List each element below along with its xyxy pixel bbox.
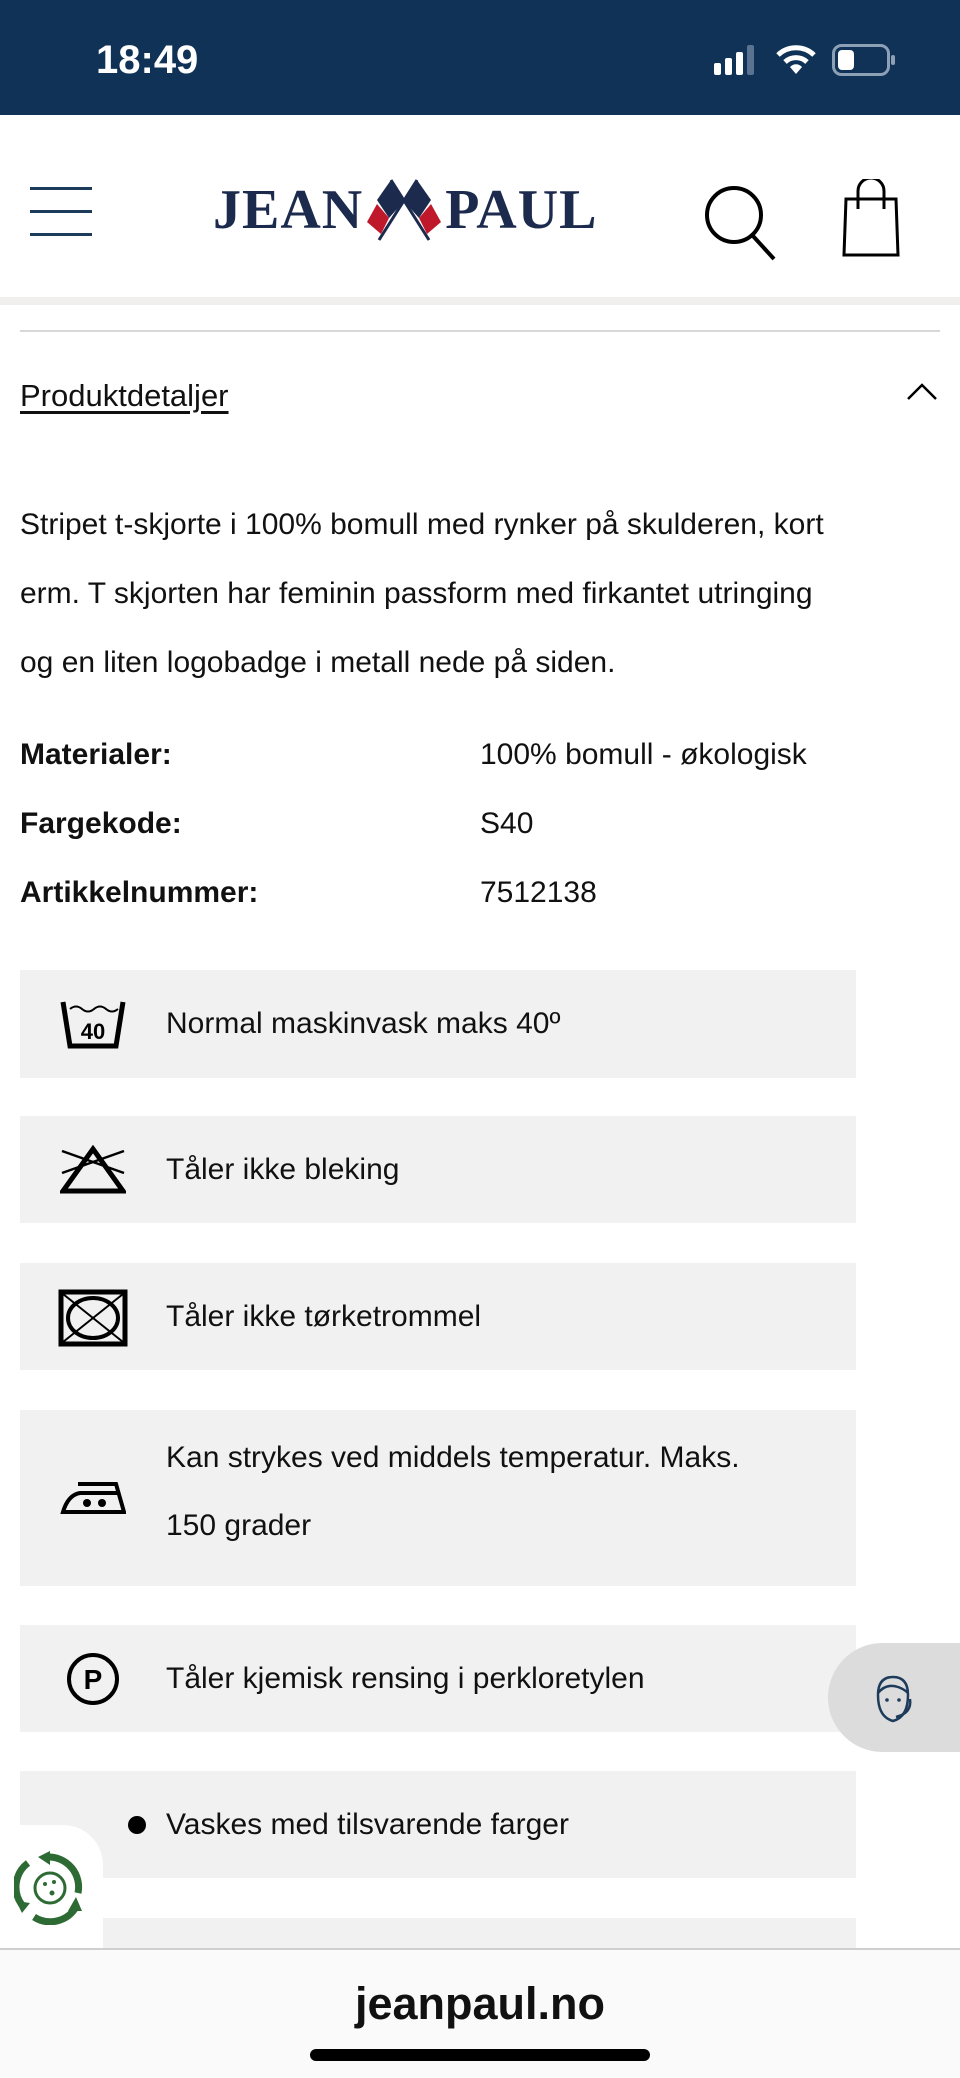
- spec-value: 7512138: [480, 876, 597, 909]
- care-item: [20, 1771, 856, 1878]
- care-text: Tåler ikke tørketrommel: [166, 1300, 482, 1333]
- customer-service-button[interactable]: [828, 1643, 960, 1752]
- spec-row-materials: [20, 738, 920, 807]
- crossed-flags-icon: [365, 178, 443, 242]
- spec-row-article-number: [20, 876, 920, 945]
- spec-label: Fargekode:: [20, 807, 182, 840]
- wifi-icon: [776, 45, 816, 75]
- chevron-up-icon[interactable]: [906, 382, 938, 402]
- wash-40-icon: [58, 994, 128, 1054]
- care-item: [20, 1263, 856, 1370]
- care-item: [20, 1918, 856, 1948]
- description-line: erm. T skjorten har feminin passform med firkantet utringing: [20, 577, 813, 610]
- spec-row-color-code: [20, 807, 920, 876]
- spec-value: 100% bomull - økologisk: [480, 738, 807, 771]
- no-bleach-icon: [58, 1140, 128, 1200]
- shopping-bag-icon[interactable]: [842, 179, 900, 259]
- logo-text-left: JEAN: [213, 179, 364, 241]
- recycle-icon: [14, 1851, 86, 1925]
- product-description: [20, 490, 940, 697]
- battery-icon: [832, 44, 896, 76]
- care-text: Vaskes med tilsvarende farger: [166, 1808, 569, 1841]
- accordion-title-produktdetaljer[interactable]: Produktdetaljer: [20, 378, 229, 413]
- search-icon[interactable]: [700, 183, 780, 263]
- care-item: [20, 1625, 856, 1732]
- logo-text-right: PAUL: [445, 179, 598, 241]
- care-text-line: Kan strykes ved middels temperatur. Maks.: [166, 1441, 740, 1474]
- spec-list: [20, 738, 920, 945]
- care-text: Tåler ikke bleking: [166, 1153, 400, 1186]
- url-label[interactable]: jeanpaul.no: [354, 1978, 606, 2029]
- care-text-line: 150 grader: [166, 1509, 312, 1542]
- home-indicator[interactable]: [310, 2049, 650, 2061]
- support-agent-icon: [868, 1673, 918, 1727]
- spec-label: Artikkelnummer:: [20, 876, 259, 909]
- care-item: [20, 1116, 856, 1223]
- status-time: 18:49: [96, 38, 199, 82]
- iron-medium-icon: [58, 1468, 128, 1528]
- signal-icon: [714, 45, 760, 75]
- eco-badge-button[interactable]: [0, 1825, 103, 1948]
- wash-temp-label: 40: [80, 1019, 106, 1044]
- menu-button[interactable]: [30, 187, 92, 239]
- no-tumble-dry-icon: [58, 1283, 128, 1353]
- care-text: [166, 1424, 740, 1560]
- status-bar: [0, 0, 960, 115]
- spec-value: S40: [480, 807, 534, 840]
- logo[interactable]: [213, 175, 598, 245]
- spec-label: Materialer:: [20, 738, 172, 771]
- divider: [20, 330, 940, 332]
- browser-address-bar[interactable]: [0, 1948, 960, 2078]
- site-header: [0, 115, 960, 305]
- dry-clean-letter: P: [83, 1664, 103, 1695]
- description-line: Stripet t-skjorte i 100% bomull med rynker på skulderen, kort: [20, 508, 824, 541]
- care-item: [20, 970, 856, 1078]
- care-item: [20, 1410, 856, 1586]
- description-line: og en liten logobadge i metall nede på siden.: [20, 646, 616, 679]
- care-text: Normal maskinvask maks 40º: [166, 1007, 561, 1040]
- dry-clean-p-icon: [58, 1649, 128, 1709]
- care-text: Tåler kjemisk rensing i perkloretylen: [166, 1662, 645, 1695]
